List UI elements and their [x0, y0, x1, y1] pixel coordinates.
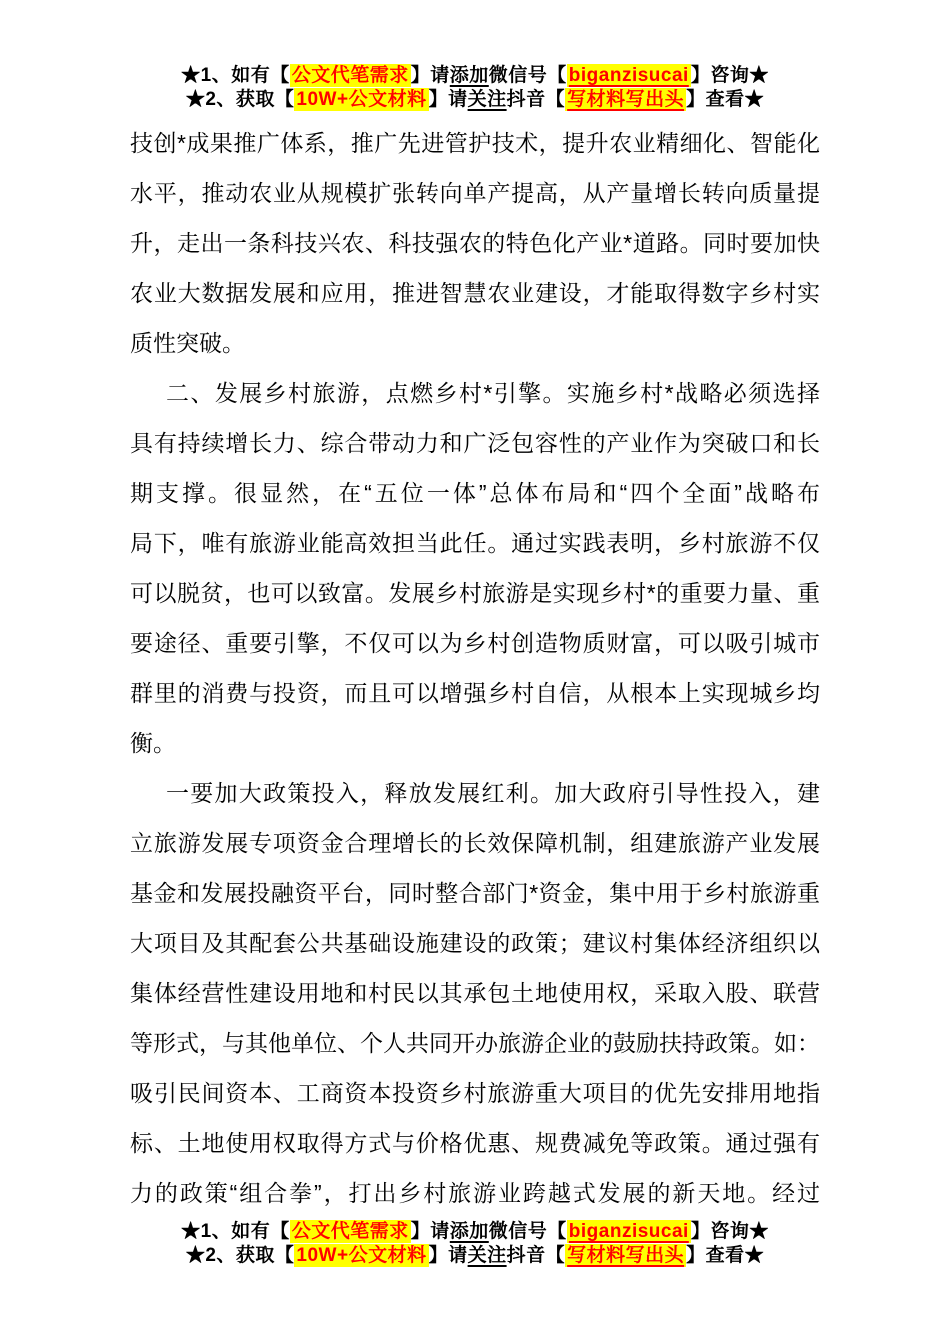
text-line: 要途径、重要引擎，不仅可以为乡村创造物质财富，可以吸引城市: [130, 630, 820, 656]
text-line: 衡。: [130, 730, 176, 756]
notice-segment: 】咨询★: [690, 1221, 769, 1242]
footer-notice-line-2: [0, 1244, 950, 1268]
notice-segment: ★1、如有【: [181, 1221, 290, 1242]
text-line: 水平，推动农业从规模扩张转向单产提高，从产量增长转向质量提: [130, 180, 820, 206]
notice-segment: 抖音【: [506, 89, 566, 110]
text-line: 农业大数据发展和应用，推进智慧农业建设，才能取得数字乡村实: [130, 280, 820, 306]
notice-segment: 公文代笔需求: [291, 65, 409, 86]
notice-segment: 写材料写出头: [567, 1245, 685, 1266]
text-line: 升，走出一条科技兴农、科技强农的特色化产业*道路。同时要加快: [130, 230, 820, 256]
notice-segment: ★2、获取【: [185, 89, 295, 110]
notice-segment: biganzisucai: [568, 65, 689, 86]
header-notice-line-1: [0, 64, 950, 88]
text-line: 等形式，与其他单位、个人共同开办旅游企业的鼓励扶持政策。如：: [130, 1030, 820, 1056]
notice-segment: 】查看★: [686, 89, 765, 110]
notice-segment: 】请: [410, 65, 450, 86]
text-line: 期支撑。很显然，在“五位一体”总体布局和“四个全面”战略布: [130, 480, 820, 506]
document-body: [130, 118, 820, 1218]
notice-segment: 微信号【: [488, 1221, 567, 1242]
header-notice: [0, 0, 950, 112]
notice-segment: 】请: [428, 89, 468, 110]
text-line: 大项目及其配套公共基础设施建设的政策；建议村集体经济组织以: [130, 930, 820, 956]
notice-segment: 关注: [467, 1245, 507, 1266]
notice-segment: 添加: [449, 65, 489, 86]
notice-segment: 公文代笔需求: [291, 1221, 409, 1242]
text-line: 可以脱贫，也可以致富。发展乡村旅游是实现乡村*的重要力量、重: [130, 580, 820, 606]
text-line: 技创*成果推广体系，推广先进管护技术，提升农业精细化、智能化: [130, 130, 820, 156]
notice-segment: 】请: [428, 1245, 468, 1266]
text-line: 立旅游发展专项资金合理增长的长效保障机制，组建旅游产业发展: [130, 830, 820, 856]
notice-segment: 】请: [410, 1221, 450, 1242]
notice-segment: 10W+公文材料: [296, 89, 427, 110]
notice-segment: 添加: [449, 1221, 489, 1242]
text-line: 具有持续增长力、综合带动力和广泛包容性的产业作为突破口和长: [130, 430, 820, 456]
header-notice-line-2: [0, 88, 950, 112]
notice-segment: 10W+公文材料: [296, 1245, 427, 1266]
notice-segment: 抖音【: [506, 1245, 566, 1266]
notice-segment: 关注: [467, 89, 507, 110]
notice-segment: ★1、如有【: [181, 65, 290, 86]
text-line: 力的政策“组合拳”，打出乡村旅游业跨越式发展的新天地。经过: [130, 1180, 820, 1206]
text-line: 集体经营性建设用地和村民以其承包土地使用权，采取入股、联营: [130, 980, 820, 1006]
text-line: 一要加大政策投入，释放发展红利。加大政府引导性投入，建: [166, 780, 820, 806]
text-line: 群里的消费与投资，而且可以增强乡村自信，从根本上实现城乡均: [130, 680, 820, 706]
text-line: 标、土地使用权取得方式与价格优惠、规费减免等政策。通过强有: [130, 1130, 820, 1156]
notice-segment: 】查看★: [686, 1245, 765, 1266]
text-line: 局下，唯有旅游业能高效担当此任。通过实践表明，乡村旅游不仅: [130, 530, 820, 556]
text-line: 质性突破。: [130, 330, 245, 356]
text-line: 二、发展乡村旅游，点燃乡村*引擎。实施乡村*战略必须选择: [166, 380, 820, 406]
text-line: 基金和发展投融资平台，同时整合部门*资金，集中用于乡村旅游重: [130, 880, 820, 906]
footer-notice-line-1: [0, 1220, 950, 1244]
footer-notice: [0, 1220, 950, 1268]
notice-segment: ★2、获取【: [185, 1245, 295, 1266]
notice-segment: 写材料写出头: [567, 89, 685, 110]
notice-segment: 】咨询★: [690, 65, 769, 86]
text-line: 吸引民间资本、工商资本投资乡村旅游重大项目的优先安排用地指: [130, 1080, 820, 1106]
notice-segment: biganzisucai: [568, 1221, 689, 1242]
notice-segment: 微信号【: [488, 65, 567, 86]
